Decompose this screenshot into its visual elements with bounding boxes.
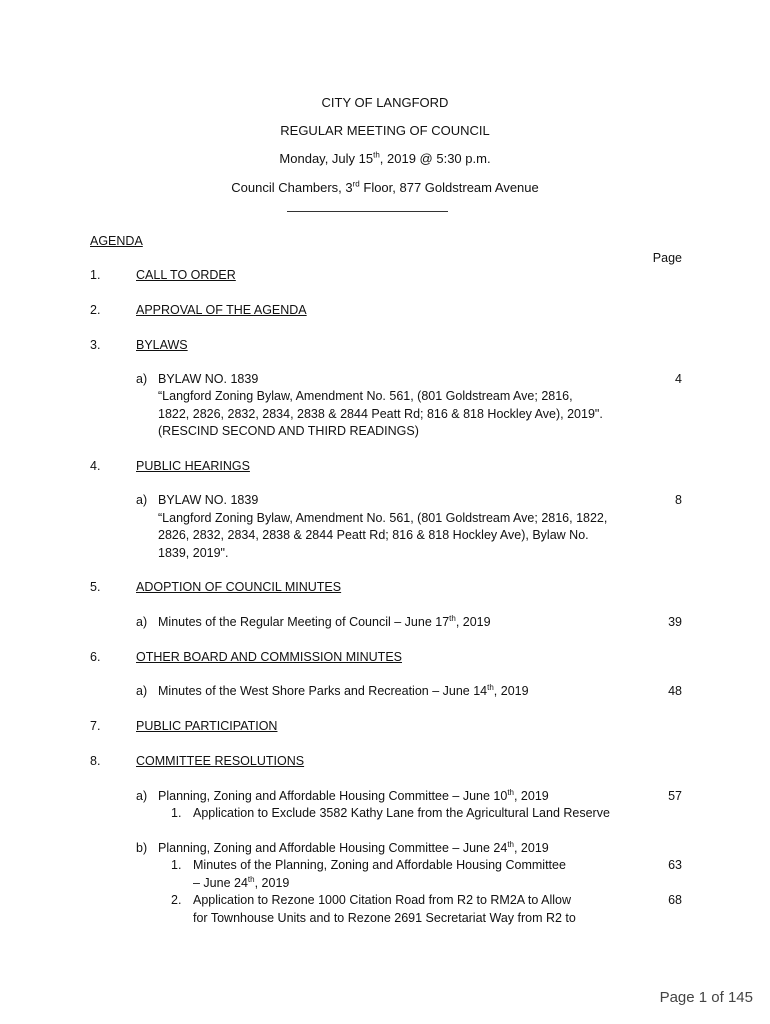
section-title: PUBLIC PARTICIPATION bbox=[136, 719, 278, 733]
section-number: 6. bbox=[90, 650, 101, 664]
item-label: b) bbox=[136, 841, 148, 855]
subitem-line: Minutes of the Planning, Zoning and Affordable Housing Committee bbox=[193, 858, 566, 872]
item-label: a) bbox=[136, 615, 148, 629]
item-label: a) bbox=[136, 684, 148, 698]
section-number: 2. bbox=[90, 303, 101, 317]
item-page-number: 57 bbox=[668, 789, 682, 803]
meeting-title: REGULAR MEETING OF COUNCIL bbox=[280, 123, 490, 138]
item-line: Minutes of the West Shore Parks and Recreation – June 14th, 2019 bbox=[158, 682, 529, 698]
item-line: 2826, 2832, 2834, 2838 & 2844 Peatt Rd; 816 & 818 Hockley Ave), Bylaw No. bbox=[158, 528, 589, 542]
item-line: BYLAW NO. 1839 bbox=[158, 372, 259, 386]
section-title: BYLAWS bbox=[136, 338, 188, 352]
section-title: OTHER BOARD AND COMMISSION MINUTES bbox=[136, 650, 402, 664]
subitem-number: 2. bbox=[171, 893, 182, 907]
item-line: BYLAW NO. 1839 bbox=[158, 493, 259, 507]
section-number: 5. bbox=[90, 580, 101, 594]
item-line: Planning, Zoning and Affordable Housing Committee – June 10th, 2019 bbox=[158, 787, 549, 803]
item-line: (RESCIND SECOND AND THIRD READINGS) bbox=[158, 424, 419, 438]
subitem-line: for Townhouse Units and to Rezone 2691 Secretariat Way from R2 to bbox=[193, 911, 576, 925]
subitem-line: Application to Exclude 3582 Kathy Lane from the Agricultural Land Reserve bbox=[193, 806, 610, 820]
subitem-line: – June 24th, 2019 bbox=[193, 874, 290, 890]
section-title: ADOPTION OF COUNCIL MINUTES bbox=[136, 580, 342, 594]
meeting-date: Monday, July 15th, 2019 @ 5:30 p.m. bbox=[279, 150, 491, 166]
city-name: CITY OF LANGFORD bbox=[321, 95, 449, 110]
section-number: 8. bbox=[90, 754, 101, 768]
agenda-heading: AGENDA bbox=[90, 234, 143, 248]
item-label: a) bbox=[136, 789, 148, 803]
subitem-line: Application to Rezone 1000 Citation Road from R2 to RM2A to Allow bbox=[193, 893, 571, 907]
meeting-location: Council Chambers, 3rd Floor, 877 Goldstream Avenue bbox=[231, 179, 539, 195]
subitem-number: 1. bbox=[171, 806, 182, 820]
item-line: 1839, 2019". bbox=[158, 546, 229, 560]
header-divider bbox=[287, 211, 448, 212]
item-line: 1822, 2826, 2832, 2834, 2838 & 2844 Peatt Rd; 816 & 818 Hockley Ave), 2019". bbox=[158, 407, 603, 421]
item-page-number: 48 bbox=[668, 684, 682, 698]
section-number: 1. bbox=[90, 268, 101, 282]
item-label: a) bbox=[136, 493, 148, 507]
item-label: a) bbox=[136, 372, 148, 386]
item-page-number: 8 bbox=[675, 493, 682, 507]
item-page-number: 4 bbox=[675, 372, 682, 386]
section-title: APPROVAL OF THE AGENDA bbox=[136, 303, 307, 317]
section-title: CALL TO ORDER bbox=[136, 268, 236, 282]
item-line: Planning, Zoning and Affordable Housing Committee – June 24th, 2019 bbox=[158, 839, 549, 855]
item-page-number: 63 bbox=[668, 858, 682, 872]
item-page-number: 39 bbox=[668, 615, 682, 629]
item-page-number: 68 bbox=[668, 893, 682, 907]
item-line: “Langford Zoning Bylaw, Amendment No. 561, (801 Goldstream Ave; 2816, bbox=[158, 389, 573, 403]
section-title: COMMITTEE RESOLUTIONS bbox=[136, 754, 305, 768]
page-counter: Page 1 of 145 bbox=[659, 989, 753, 1006]
item-line: “Langford Zoning Bylaw, Amendment No. 561, (801 Goldstream Ave; 2816, 1822, bbox=[158, 511, 608, 525]
section-number: 7. bbox=[90, 719, 101, 733]
page-column-label: Page bbox=[652, 251, 682, 265]
section-number: 3. bbox=[90, 338, 101, 352]
subitem-number: 1. bbox=[171, 858, 182, 872]
section-number: 4. bbox=[90, 459, 101, 473]
section-title: PUBLIC HEARINGS bbox=[136, 459, 250, 473]
item-line: Minutes of the Regular Meeting of Council – June 17th, 2019 bbox=[158, 613, 491, 629]
